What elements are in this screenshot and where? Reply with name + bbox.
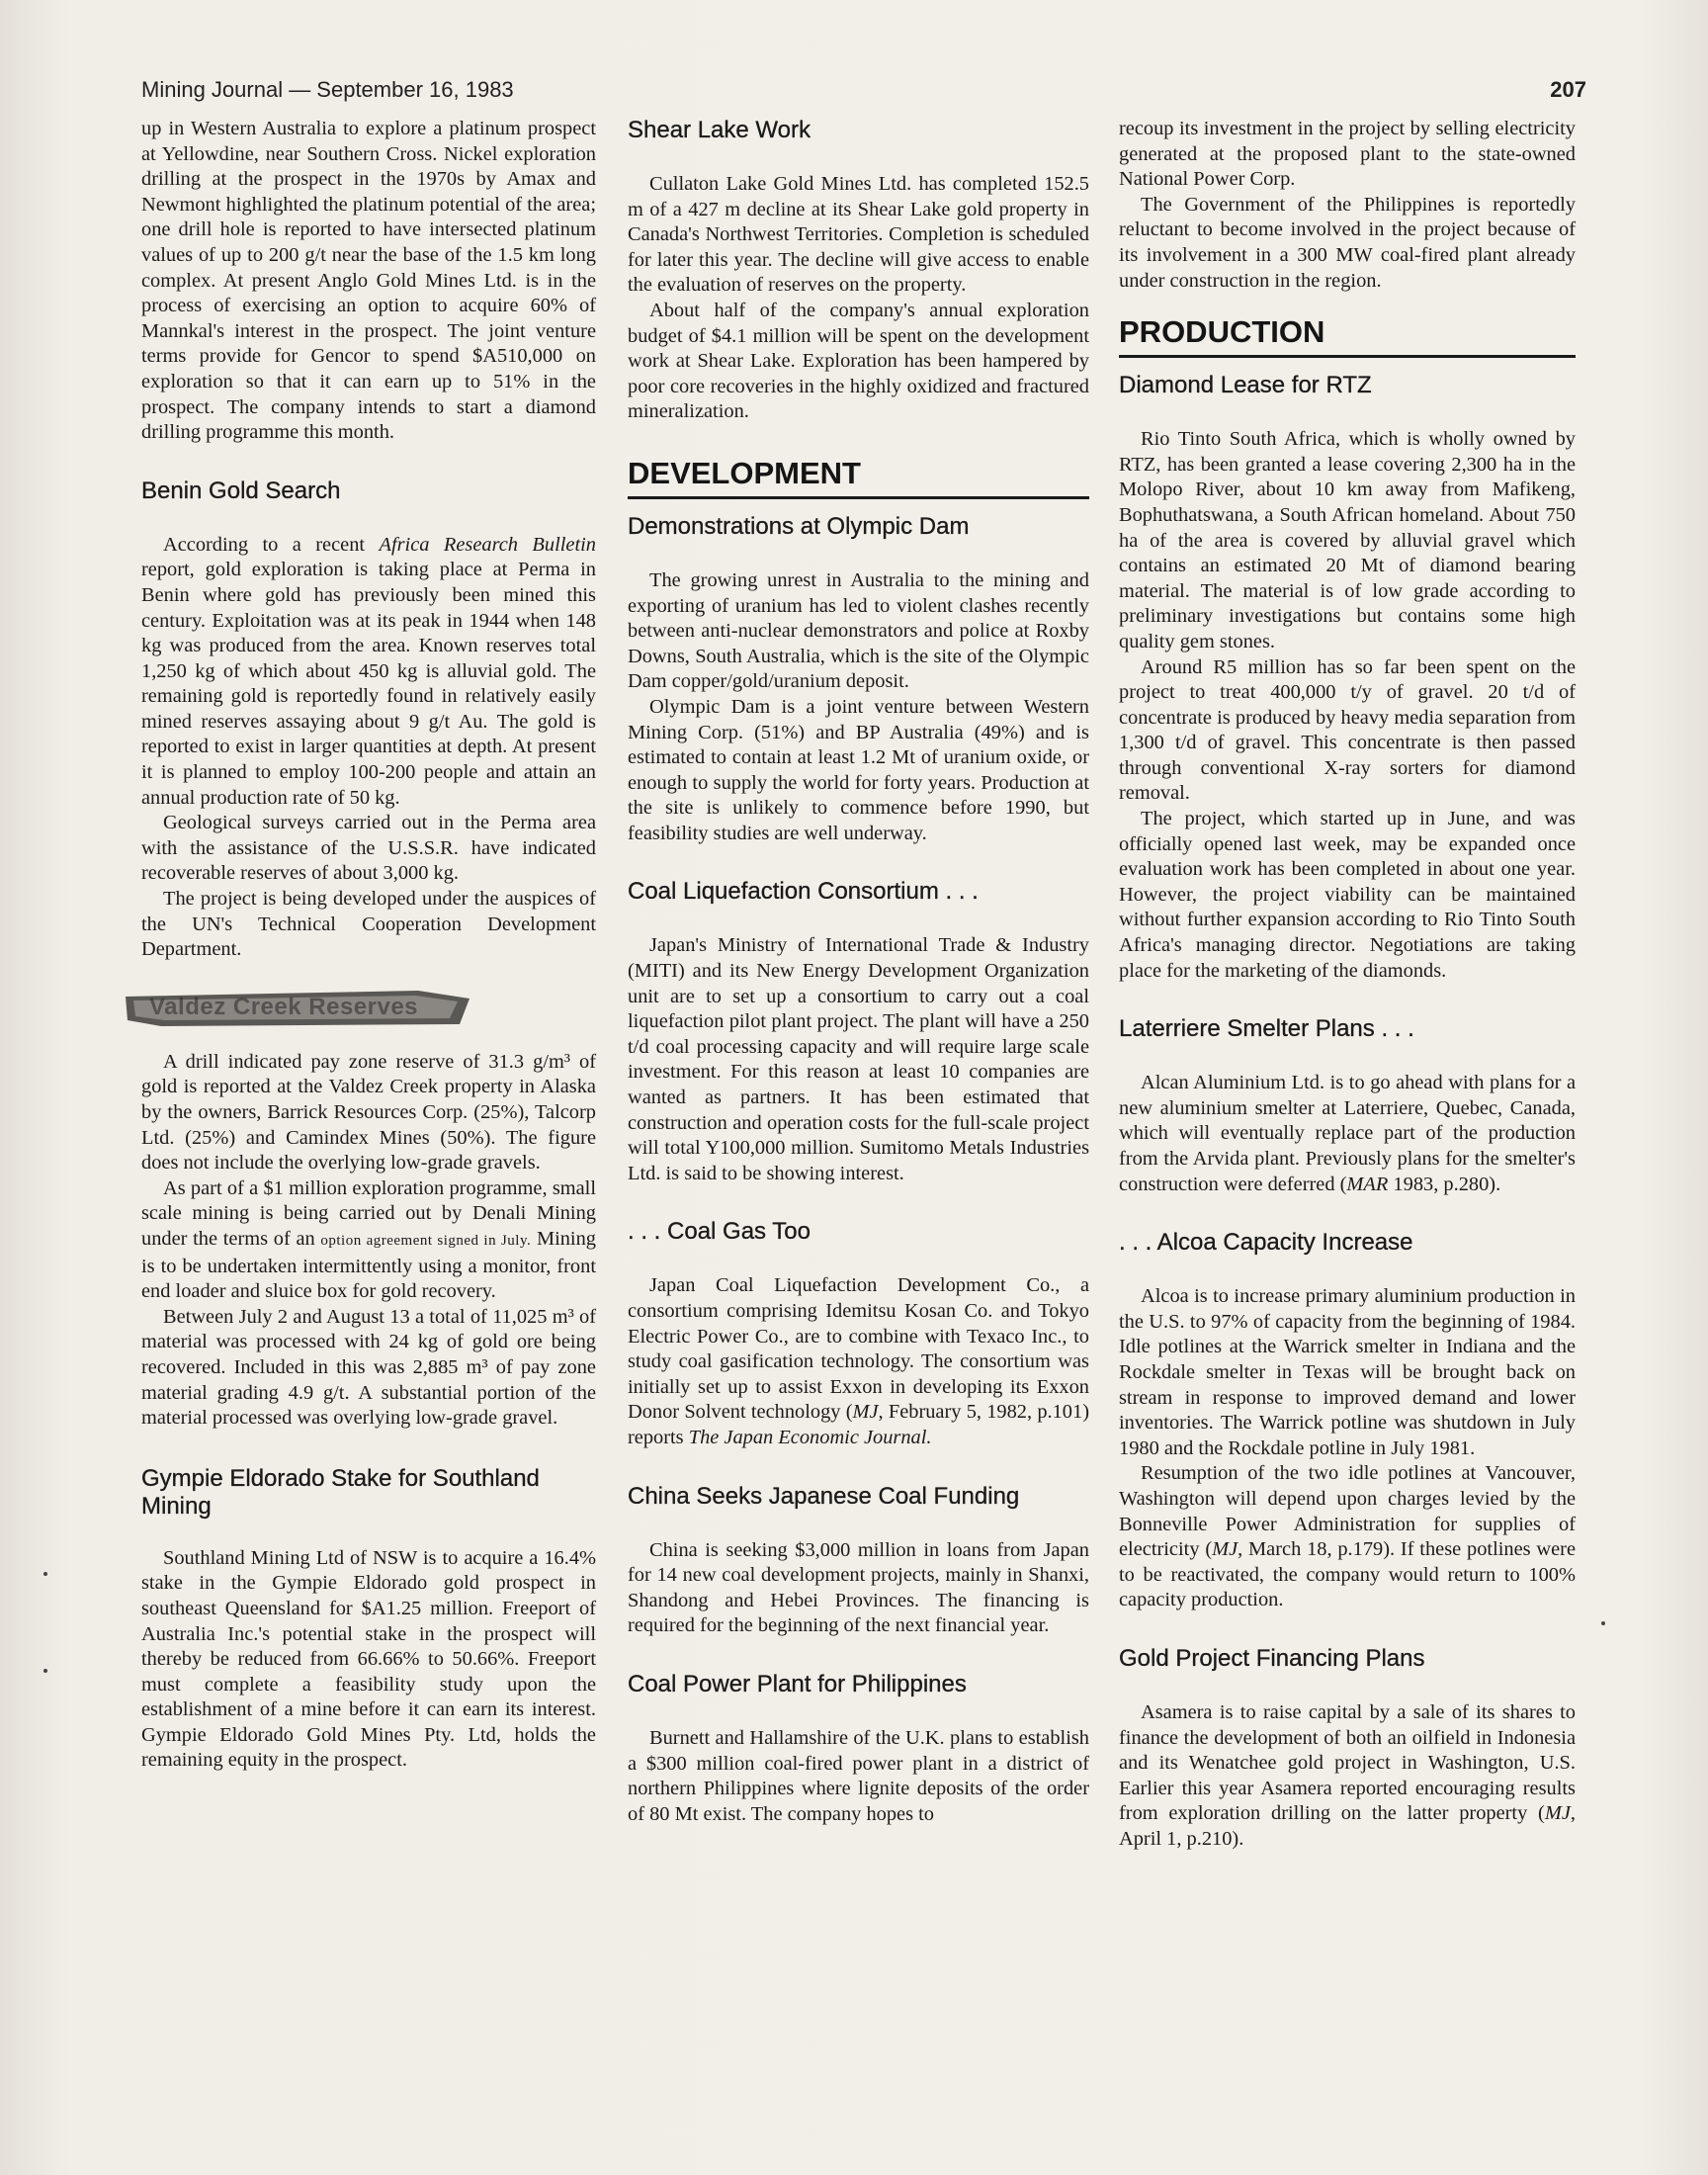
olympic-paragraph-1: The growing unrest in Australia to the mining and exporting of uranium has led to violent clashes recently between anti-nuclear demonstrators and police at Roxby Downs, South Australia, which is the site of the Olympic Dam copper/gold/uranium deposit.: [628, 568, 1089, 693]
heading-coal-liquefaction: Coal Liquefaction Consortium . . .: [628, 878, 979, 906]
page-number: 207: [1550, 77, 1586, 102]
gympie-paragraph-1: Southland Mining Ltd of NSW is to acquire a 16.4% stake in the Gympie Eldorado gold prospect in southeast Queensland for $A1.25 million. Freeport of Australia Inc.'s potential stake in the prospect will thereby be reduced from 66.66% to 50.66%. Freeport must complete a feasibility study upon the establishment of a mine before it can earn its interest. Gympie Eldorado Gold Mines Pty. Ltd, holds the remaining equity in the prospect.: [141, 1546, 596, 1772]
margin-speck: [1601, 1621, 1605, 1625]
heading-philippines-power-plant: Coal Power Plant for Philippines: [628, 1670, 967, 1697]
laterriere-paragraph-1: Alcan Aluminium Ltd. is to go ahead with plans for a new aluminium smelter at Laterriere, Quebec, Canada, which will eventually replace part of the production from the Arvida plant. Previously plans for the smelter's construction were deferred (MAR 1983, p.280).: [1119, 1072, 1576, 1195]
alcoa-paragraph-2: Resumption of the two idle potlines at Vancouver, Washington will depend upon charges levied by the Bonneville Power Administration for supplies of electricity (MJ, March 18, p.179). If these potlines were to be reactivated, the company would return to 100% capacity production.: [1119, 1462, 1576, 1611]
column-1: [141, 117, 596, 1774]
margin-speck: [43, 1572, 47, 1576]
margin-speck: [43, 1669, 47, 1673]
column-3: [1119, 117, 1576, 1852]
diamond-paragraph-1: Rio Tinto South Africa, which is wholly owned by RTZ, has been granted a lease covering 2,300 ha in the Molopo River, about 10 km away from Mafikeng, Bophuthatswana, a South African homeland. About 750 ha of the area is covered by alluvial gravel which contains an estimated 20 Mt of diamond bearing material. The material is of low grade according to preliminary investigations but contains some high quality gem stones.: [1119, 428, 1576, 652]
heading-diamond-lease: Diamond Lease for RTZ: [1119, 372, 1372, 399]
goldproj-paragraph-1: Asamera is to raise capital by a sale of its shares to finance the development of both an oilfield in Indonesia and its Wenatchee gold project in Washington, U.S. Earlier this year Asamera reported encouraging results from exploration drilling on the latter property (MJ, April 1, p.210).: [1119, 1700, 1576, 1850]
heading-shear-lake-work: Shear Lake Work: [628, 117, 811, 143]
heading-olympic-dam: Demonstrations at Olympic Dam: [628, 512, 970, 540]
benin-paragraph-1: According to a recent Africa Research Bulletin report, gold exploration is taking place at Perma in Benin where gold has previously been mined this century. Exploitation was at its peak in 1944 when 148 kg was produced from the area. Known reserves total 1,250 kg of which about 450 kg is alluvial gold. The remaining gold is reportedly found in relatively easily mined reserves assaying about 9 g/t Au. The gold is reported to exist in larger quantities at depth. At present it is planned to employ 100-200 people and attain an annual production rate of 50 kg.: [141, 533, 596, 809]
alcoa-paragraph-1: Alcoa is to increase primary aluminium production in the U.S. to 97% of capacity from the beginning of 1984. Idle potlines at the Warrick smelter in Indiana and the Rockdale smelter in Texas will be brought back on stream in response to improved demand and lower inventories. The Warrick potline was shutdown in July 1980 and the Rockdale potline in July 1981.: [1119, 1285, 1576, 1459]
heading-laterriere-smelter: Laterriere Smelter Plans . . .: [1119, 1015, 1414, 1043]
heading-valdez-creek-reserves: [122, 987, 497, 1028]
philippines-paragraph-1: Burnett and Hallamshire of the U.K. plans to establish a $300 million coal-fired power plant in a district of northern Philippines where lignite deposits of the order of 80 Mt exist. The company hopes to: [628, 1726, 1089, 1825]
benin-paragraph-2: Geological surveys carried out in the Perma area with the assistance of the U.S.S.R. have indicated recoverable reserves of about 3,000 kg.: [141, 812, 596, 885]
philippines-continued-2: The Government of the Philippines is reportedly reluctant to become involved in the project because of its involvement in a 300 MW coal-fired plant already under construction in the region.: [1119, 193, 1576, 292]
heading-coal-gas: . . . Coal Gas Too: [628, 1218, 811, 1246]
intro-paragraph: up in Western Australia to explore a platinum prospect at Yellowdine, near Southern Cross. Nickel exploration drilling at the prospect in the 1970s by Amax and Newmont highlighted the platinum potential of the area; one drill hole is reported to have intersected platinum values of up to 200 g/t near the base of the 1.5 km long complex. At present Anglo Gold Mines Ltd. is in the process of exercising an option to acquire 60% of Mannkal's interest in the prospect. The joint venture terms provide for Gencor to spend $A510,000 on exploration so that it can earn up to 51% in the prospect. The company intends to start a diamond drilling programme this month.: [141, 118, 596, 444]
shear-paragraph-1: Cullaton Lake Gold Mines Ltd. has completed 152.5 m of a 427 m decline at its Shear Lake gold property in Canada's Northwest Territories. Completion is scheduled for later this year. The decline will give access to enable the evaluation of reserves on the property.: [628, 173, 1089, 297]
valdez-paragraph-3: Between July 2 and August 13 a total of 11,025 m³ of material was processed with 24 kg of gold ore being recovered. Included in this was 2,885 m³ of pay zone material grading 4.9 g/t. A substantial portion of the material processed was overlying low-grade gravel.: [141, 1305, 596, 1430]
valdez-paragraph-2: As part of a $1 million exploration programme, small scale mining is being carried out by Denali Mining under the terms of an option agreement signed in July. Mining is to be undertaken intermittently using a monitor, front end loader and sluice box for gold recovery.: [141, 1176, 596, 1303]
coalgas-paragraph-1: Japan Coal Liquefaction Development Co., a consortium comprising Idemitsu Kosan Co. and Tokyo Electric Power Co., are to combine with Texaco Inc., to study coal gasification technology. The consortium was initially set up to assist Exxon in developing its Exxon Donor Solvent technology (MJ, February 5, 1982, p.101) reports The Japan Economic Journal.: [628, 1274, 1089, 1448]
heading-china-coal-funding: China Seeks Japanese Coal Funding: [628, 1482, 1020, 1510]
diamond-paragraph-2: Around R5 million has so far been spent on the project to treat 400,000 t/y of gravel. 20 t/d of concentrate is produced by heavy media separation from 1,300 t/d of gravel. This concentrate is then passed through conventional X-ray sorters for diamond removal.: [1119, 655, 1576, 805]
diamond-paragraph-3: The project, which started up in June, and was officially opened last week, may be expanded once evaluation work has been completed in about one year. However, the project viability can be maintained without further expansion according to Rio Tinto South Africa's managing director. Negotiations are taking place for the marketing of the diamonds.: [1119, 808, 1576, 982]
valdez-paragraph-1: A drill indicated pay zone reserve of 31.3 g/m³ of gold is reported at the Valdez Creek property in Alaska by the owners, Barrick Resources Corp. (25%), Talcorp Ltd. (25%) and Camindex Mines (50%). The figure does not include the overlying low-grade gravels.: [141, 1050, 596, 1174]
section-production: PRODUCTION: [1119, 315, 1576, 358]
heading-gympie-eldorado: Gympie Eldorado Stake for Southland Mining: [141, 1464, 540, 1520]
coalliq-paragraph-1: Japan's Ministry of International Trade & Industry (MITI) and its New Energy Development Organization unit are to set up a consortium to carry out a coal liquefaction pilot plant project. The plant will have a 250 t/d coal processing capacity and will require large scale investment. For this reason at least 10 companies are wanted as partners. It has been estimated that construction and operation costs for the full-scale project will total Y100,000 million. Sumitomo Metals Industries Ltd. is said to be showing interest.: [628, 934, 1089, 1184]
heading-gold-project-financing: Gold Project Financing Plans: [1119, 1644, 1425, 1672]
section-development: DEVELOPMENT: [628, 457, 1089, 499]
olympic-paragraph-2: Olympic Dam is a joint venture between Western Mining Corp. (51%) and BP Australia (49%) and is estimated to contain at least 1.2 Mt of uranium oxide, or enough to supply the world for forty years. Production at the site is unlikely to commence before 1990, but feasibility studies are well underway.: [628, 695, 1089, 844]
column-2: [628, 117, 1089, 1827]
journal-title: Mining Journal — September 16, 1983: [141, 77, 514, 102]
philippines-continued-1: recoup its investment in the project by selling electricity generated at the proposed plant to the state-owned National Power Corp.: [1119, 118, 1576, 191]
valdez-heading-text: Valdez Creek Reserves: [149, 993, 419, 1020]
china-paragraph-1: China is seeking $3,000 million in loans from Japan for 14 new coal development projects, mainly in Shanxi, Shandong and Hebei Provinces. The financing is required for the beginning of the next financial year.: [628, 1538, 1089, 1637]
benin-paragraph-3: The project is being developed under the auspices of the UN's Technical Cooperation Development Department.: [141, 888, 596, 961]
heading-alcoa-capacity: . . . Alcoa Capacity Increase: [1119, 1229, 1413, 1257]
page-header: [141, 77, 1586, 107]
heading-benin-gold-search: Benin Gold Search: [141, 477, 341, 504]
shear-paragraph-2: About half of the company's annual exploration budget of $4.1 million will be spent on the development work at Shear Lake. Exploration has been hampered by poor core recoveries in the highly oxidized and fractured mineralization.: [628, 299, 1089, 423]
